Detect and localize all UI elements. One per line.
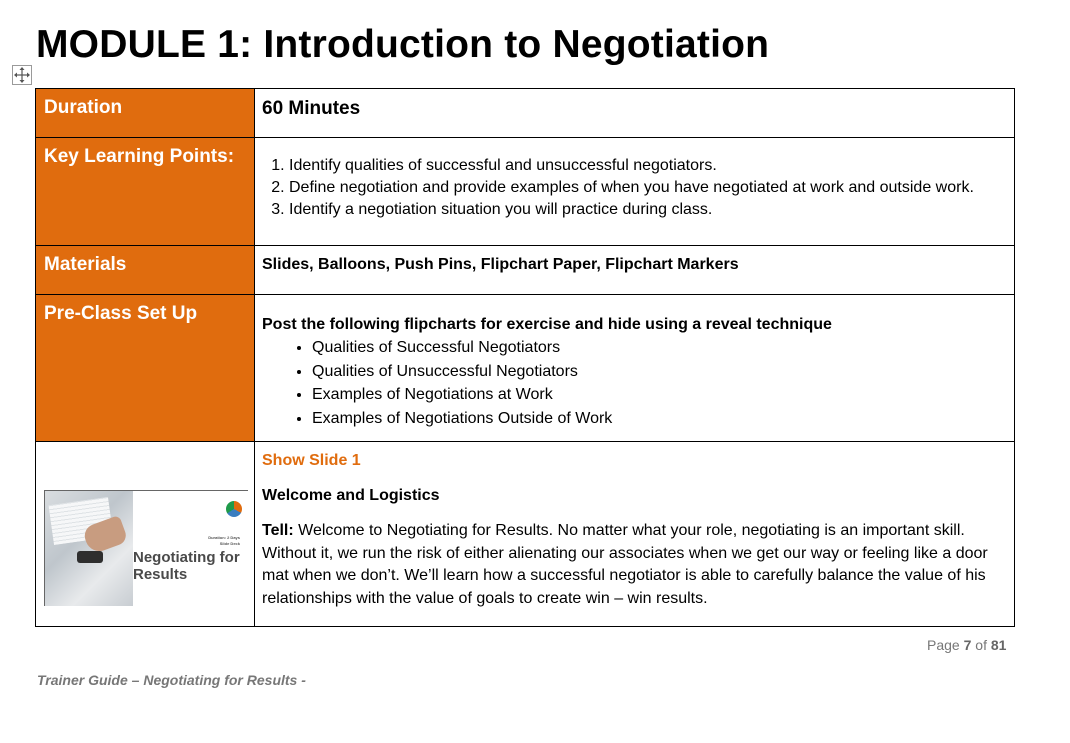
list-item: 3. Identify a negotiation situation you will practice during class. <box>289 199 1006 221</box>
list-item: 1. Identify qualities of successful and unsuccessful negotiators. <box>289 155 1006 177</box>
duration-value: 60 Minutes <box>262 98 361 119</box>
list-item: • Examples of Negotiations Outside of Work <box>312 407 1006 431</box>
tell-paragraph <box>262 520 1006 610</box>
preclass-intro: Post the following flipcharts for exercise and hide using a reveal technique <box>262 316 832 333</box>
materials-label: Materials <box>36 246 255 295</box>
slide-thumbnail-title: Negotiating for Results <box>133 549 240 583</box>
table-move-handle-icon[interactable] <box>12 65 32 85</box>
tell-label: Tell: <box>262 522 294 539</box>
slide-thumbnail <box>44 490 248 606</box>
list-item: • Qualities of Successful Negotiators <box>312 336 1006 360</box>
slide-row <box>36 442 1015 627</box>
key-learning-row <box>36 138 1015 246</box>
duration-row <box>36 89 1015 138</box>
flipchart-list <box>262 336 1006 430</box>
slide-photo <box>45 491 133 606</box>
module-table <box>35 88 1015 627</box>
slide-thumbnail-cell <box>36 442 255 627</box>
preclass-row <box>36 295 1015 442</box>
key-learning-list <box>262 155 1006 221</box>
module-title: MODULE 1: Introduction to Negotiation <box>36 23 770 66</box>
preclass-label: Pre-Class Set Up <box>36 295 255 442</box>
list-item: • Qualities of Unsuccessful Negotiators <box>312 360 1006 384</box>
slide-small-text: Duration: 2 Days Slide Deck <box>208 535 240 546</box>
page-number: Page 7 of 81 <box>927 637 1007 653</box>
welcome-heading: Welcome and Logistics <box>262 487 440 504</box>
duration-label: Duration <box>36 89 255 138</box>
logo-icon <box>226 501 242 517</box>
list-item: 2. Define negotiation and provide examples of when you have negotiated at work and outside work. <box>289 177 1006 199</box>
materials-row <box>36 246 1015 295</box>
materials-value: Slides, Balloons, Push Pins, Flipchart Paper, Flipchart Markers <box>262 256 739 273</box>
key-learning-label: Key Learning Points: <box>36 138 255 246</box>
footer-text: Trainer Guide – Negotiating for Results - <box>37 672 306 688</box>
tell-text: Welcome to Negotiating for Results. No matter what your role, negotiating is an important skill. Without it, we run the risk of either alienating our associates when we get our way or feeling like a door mat when we don’t. We’ll learn how a successful negotiator is able to carefully balance the value of his relationships with the value of goals to create win – win results. <box>262 522 988 607</box>
show-slide-label: Show Slide 1 <box>262 452 361 469</box>
list-item: • Examples of Negotiations at Work <box>312 383 1006 407</box>
